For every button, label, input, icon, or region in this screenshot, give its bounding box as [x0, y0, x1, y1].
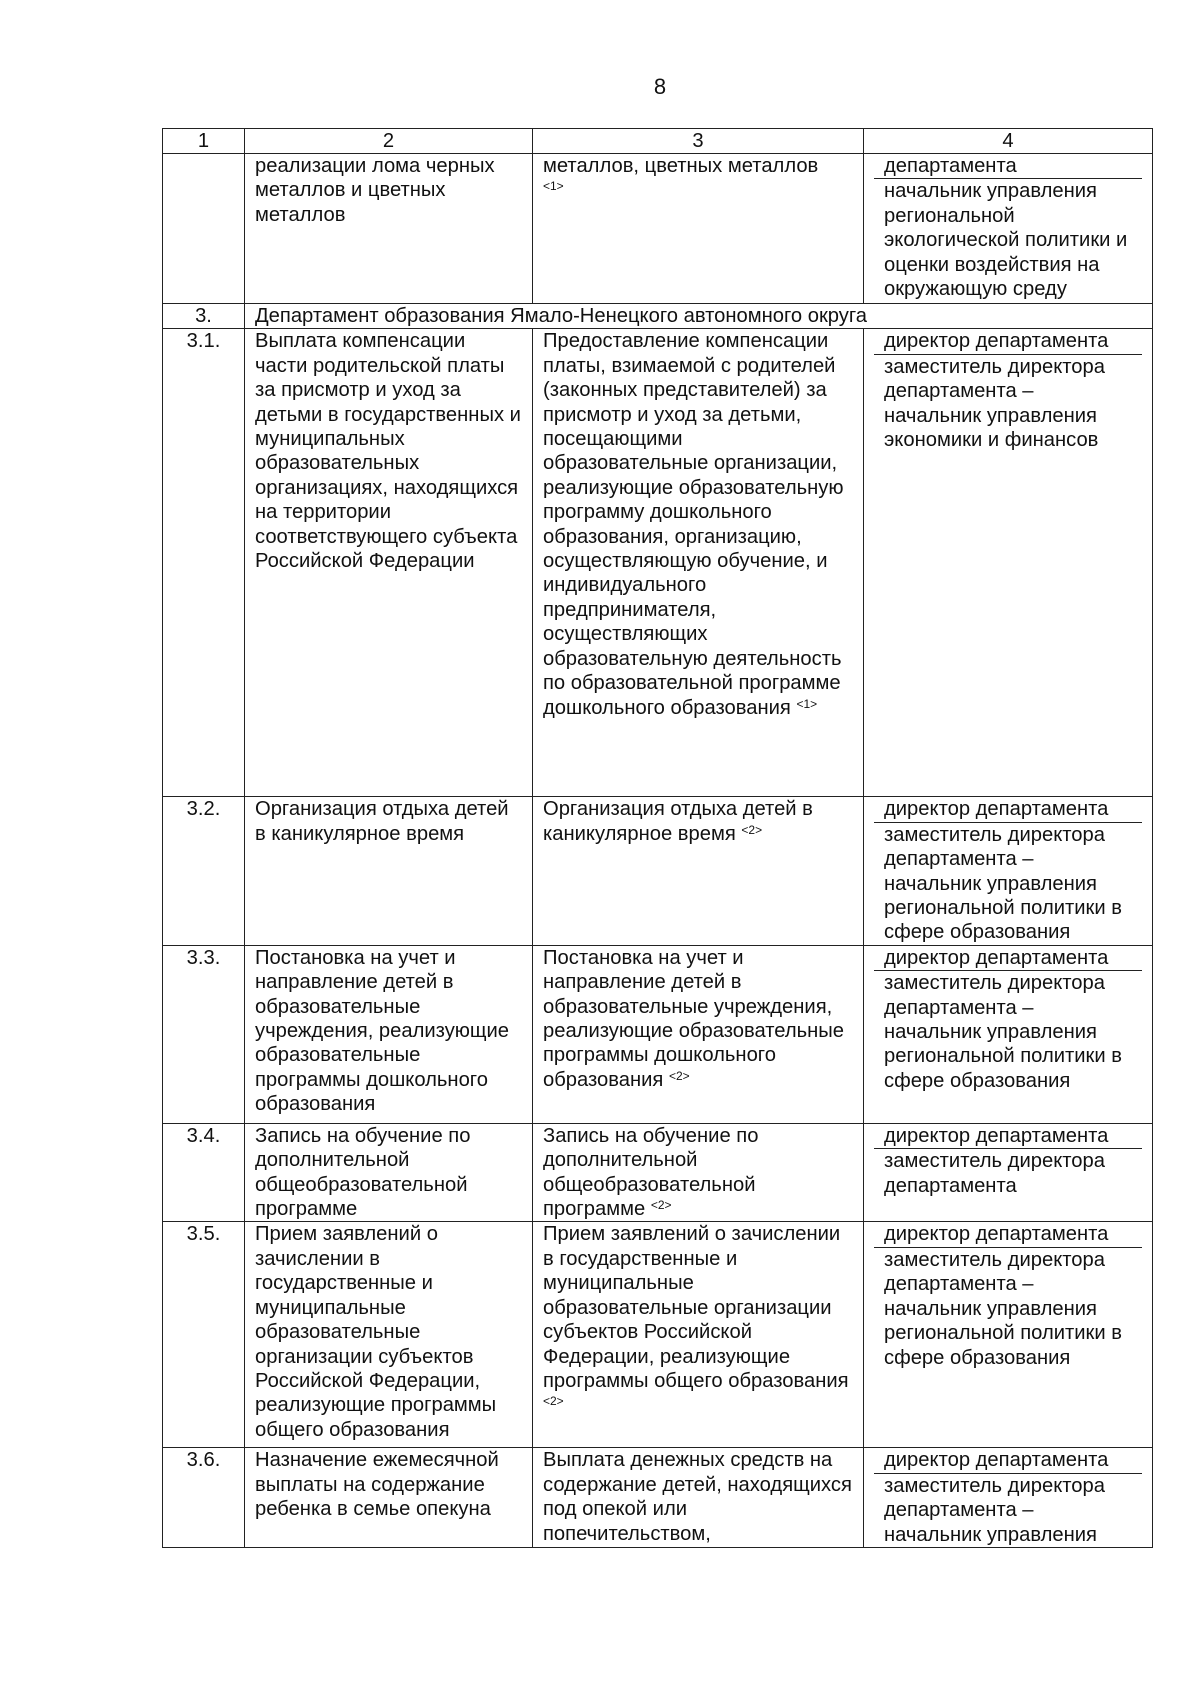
service-name: Организация отдыха детей в каникулярное время: [245, 797, 533, 945]
responsible-persons: [864, 797, 1153, 945]
section-number: 3.: [163, 304, 245, 329]
responsible-primary: директор департамента: [874, 329, 1142, 354]
row-number: [163, 154, 245, 304]
responsible-secondary: заместитель директора департамента – начальник управления региональной политики в сфере образования: [884, 1248, 1122, 1369]
responsible-primary: директор департамента: [874, 946, 1142, 971]
page-number: 8: [653, 74, 667, 99]
responsible-secondary: заместитель директора департамента: [884, 1150, 1105, 1197]
responsible-persons: [864, 1222, 1153, 1448]
responsible-secondary: заместитель директора департамента – начальник управления региональной политики в сфере образования: [884, 823, 1122, 944]
footnote-ref: <2>: [668, 1068, 690, 1083]
service-description: Выплата денежных средств на содержание детей, находящихся под опекой или попечительством,: [533, 1448, 864, 1548]
responsible-secondary: заместитель директора департамента – начальник управления региональной политики в сфере образования: [884, 972, 1122, 1092]
responsible-persons: [864, 1123, 1153, 1222]
header-col-3: 3: [533, 129, 864, 154]
service-name: Постановка на учет и направление детей в образовательные учреждения, реализующие образовательные программы дошкольного образования: [245, 945, 533, 1123]
responsible-primary: директор департамента: [874, 1222, 1142, 1247]
responsible-primary: директор департамента: [874, 1124, 1142, 1149]
section-row: [163, 304, 1153, 329]
service-description: Постановка на учет и направление детей в образовательные учреждения, реализующие образовательные программы дошкольного образования $^{<2>}$: [533, 945, 864, 1123]
footnote-ref: <2>: [543, 1394, 564, 1409]
table-header-row: [163, 129, 1153, 154]
header-col-1: 1: [163, 129, 245, 154]
row-number: 3.3.: [163, 945, 245, 1123]
table-row: [163, 1222, 1153, 1448]
service-name: Назначение ежемесячной выплаты на содержание ребенка в семье опекуна: [245, 1448, 533, 1548]
row-number: 3.4.: [163, 1123, 245, 1222]
footnote-ref: <1>: [796, 696, 818, 711]
service-description: Предоставление компенсации платы, взимаемой с родителей (законных представителей) за присмотр и уход за детьми, посещающими образовательные организации, реализующие образовательную программу дошкольного образования, организацию, осуществляющую обучение, и индивидуального предпринимателя, осуществляющих образовательную деятельность по образовательной программе дошкольного образования $^{<1>}$: [533, 329, 864, 797]
footnote-ref: <1>: [543, 179, 564, 194]
responsible-persons: [864, 154, 1153, 304]
service-description: Прием заявлений о зачислении в государственные и муниципальные образовательные организации субъектов Российской Федерации, реализующие программы общего образования $^{<2>}$: [533, 1222, 864, 1448]
responsible-persons: [864, 1448, 1153, 1548]
row-number: 3.6.: [163, 1448, 245, 1548]
responsible-secondary: заместитель директора департамента – начальник управления: [884, 1474, 1105, 1546]
service-name: Запись на обучение по дополнительной общеобразовательной программе: [245, 1123, 533, 1222]
document-table: [162, 128, 1153, 1548]
responsible-primary: директор департамента: [874, 797, 1142, 822]
table-row: [163, 154, 1153, 304]
responsible-secondary: начальник управления региональной экологической политики и оценки воздействия на окружающую среду: [884, 180, 1128, 301]
header-col-2: 2: [245, 129, 533, 154]
responsible-persons: [864, 945, 1153, 1123]
service-name: Выплата компенсации части родительской платы за присмотр и уход за детьми в государственных и муниципальных образовательных организациях, находящихся на территории соответствующего субъекта Российской Федерации: [245, 329, 533, 797]
section-title: Департамент образования Ямало-Ненецкого автономного округа: [245, 304, 1153, 329]
responsible-primary: директор департамента: [874, 1448, 1142, 1473]
service-description: металлов, цветных металлов $^{<1>}$: [533, 154, 864, 304]
table-row: [163, 1448, 1153, 1548]
service-description: Запись на обучение по дополнительной общеобразовательной программе $^{<2>}$: [533, 1123, 864, 1222]
service-name: Прием заявлений о зачислении в государственные и муниципальные образовательные организации субъектов Российской Федерации, реализующие программы общего образования: [245, 1222, 533, 1448]
footnote-ref: <2>: [650, 1198, 672, 1213]
responsible-primary: департамента: [874, 154, 1142, 179]
service-description: Организация отдыха детей в каникулярное время $^{<2>}$: [533, 797, 864, 945]
header-col-4: 4: [864, 129, 1153, 154]
table-row: [163, 797, 1153, 945]
table-row: [163, 945, 1153, 1123]
responsible-persons: [864, 329, 1153, 797]
service-name: реализации лома черных металлов и цветных металлов: [245, 154, 533, 304]
row-number: 3.2.: [163, 797, 245, 945]
row-number: 3.1.: [163, 329, 245, 797]
row-number: 3.5.: [163, 1222, 245, 1448]
table-row: [163, 329, 1153, 797]
table-row: [163, 1123, 1153, 1222]
responsible-secondary: заместитель директора департамента – начальник управления экономики и финансов: [884, 355, 1105, 452]
footnote-ref: <2>: [741, 822, 763, 837]
